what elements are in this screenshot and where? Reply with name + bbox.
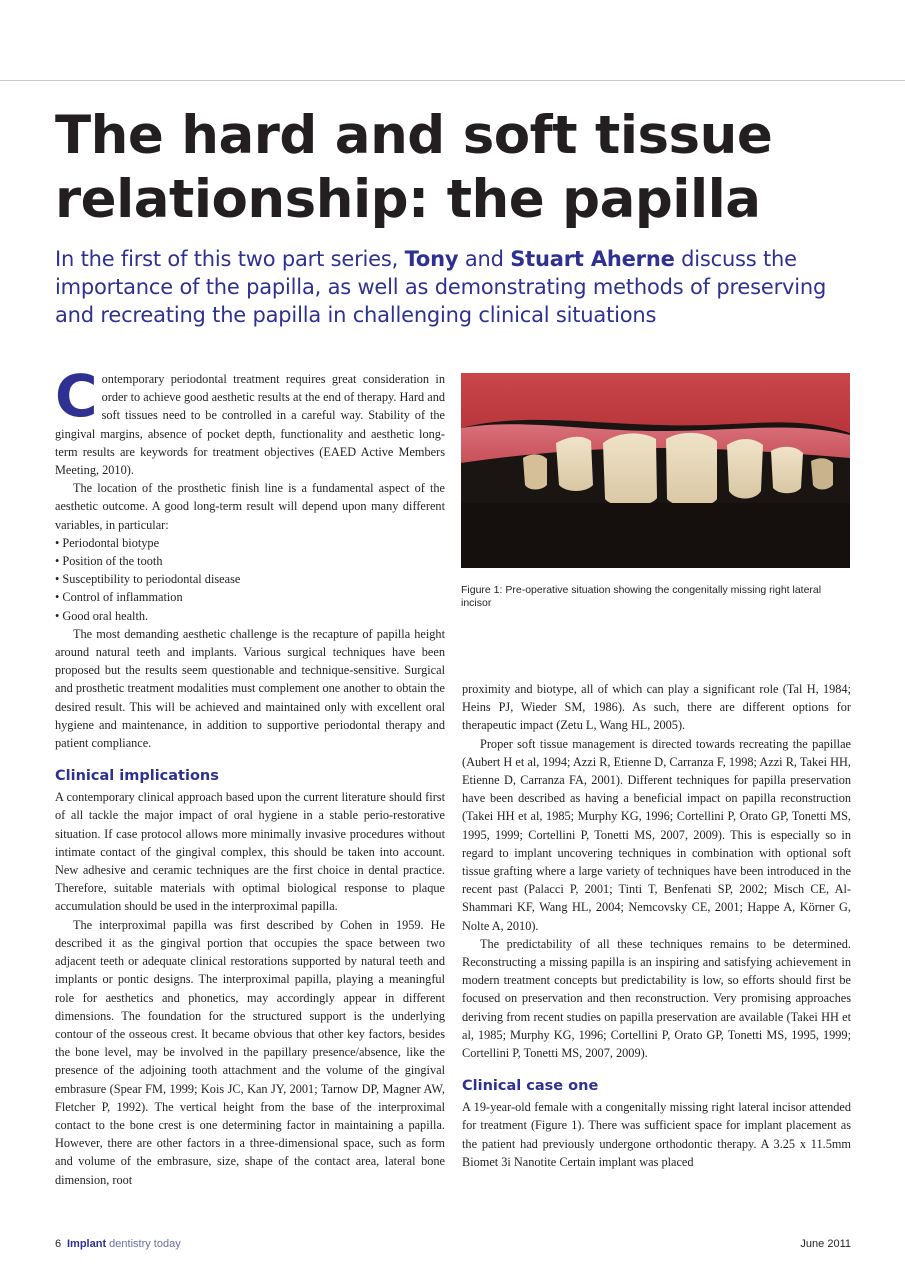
subhead-clinical-implications: Clinical implications xyxy=(55,768,219,785)
drop-cap: C xyxy=(55,362,98,430)
list-item: • Periodontal biotype xyxy=(55,535,160,550)
article-headline xyxy=(55,104,875,232)
issue-date: June 2011 xyxy=(800,1238,851,1250)
paragraph-aesthetic-challenge: The most demanding aesthetic challenge is the recapture of papilla height around natural teeth and implants. Various surgical techniques have been proposed but the results seem questionable and technique-sensitive. Surgical and prosthetic treatment modalities must complement one another to obtain the desired result. This will be achieved and maintained only with excellent oral hygiene and maintenance, in addition to supportive periodontal therapy and patient compliance. xyxy=(55,626,445,751)
standfirst xyxy=(55,245,855,329)
list-item: • Good oral health. xyxy=(55,608,149,623)
brand-light: dentistry today xyxy=(106,1238,181,1250)
intro-paragraph xyxy=(55,362,445,479)
teeth-photo-icon xyxy=(461,373,850,568)
subhead-clinical-case-one: Clinical case one xyxy=(462,1078,599,1095)
paragraph-case-one: A 19-year-old female with a congenitally missing right lateral incisor attended for treatment (Figure 1). There was sufficient space for implant placement as the patient had previously undergone orthodontic therapy. A 3.25 x 11.5mm Biomet 3i Nanotite Certain implant was placed xyxy=(462,1100,851,1169)
body-column-right xyxy=(462,680,851,1171)
paragraph-predictability: The predictability of all these techniques remains to be determined. Reconstructing a missing papilla is an inspiring and satisfying achievement in modern treatment concepts but predictability is low, so efforts should first be focused on preservation and then reconstruction. Very promising approaches deriving from recent studies on papilla preservation are available (Takei HH et al, 1985; Murphy KG, 1996; Cortellini P, Orato GP, Tonetti MS, 1995, 1999; Cortellini P, Tonetti MS, 2007, 2009). xyxy=(462,936,851,1061)
page-footer xyxy=(55,1238,851,1254)
page-number: 6 xyxy=(55,1238,62,1250)
figure-1-photo xyxy=(461,373,850,568)
paragraph-finish-line: The location of the prosthetic finish line is a fundamental aspect of the aesthetic outcome. A good long-term result will depend upon many different variables, in particular: xyxy=(55,481,445,532)
top-rule xyxy=(0,80,905,81)
headline-line-1: The hard and soft tissue xyxy=(55,105,773,166)
author-stuart-aherne: Stuart Aherne xyxy=(510,247,675,271)
paragraph-interproximal-papilla: The interproximal papilla was first described by Cohen in 1959. He described it as the gingival portion that occupies the space between two adjacent teeth or adequate clinical restorations supported by natural teeth and implants or pontic designs. The interproximal papilla, playing a meaningful role for aesthetics and phonetics, may accordingly appear in different dimensions. The foundation for the structured support is the underlying contour of the osseous crest. It became obvious that other key factors, besides the bone level, may be involved in the papillary presence/absence, like the presence of the adjoining tooth attachment and the volume of the gingival embrasure (Spear FM, 1999; Kois JC, Kan JY, 2001; Tarnow DP, Magner AW, Fletcher P, 1992). The vertical height from the base of the interproximal contact to the bone crest is one determining factor in maintaining a papilla. However, there are other factors in a three-dimensional space, such as form and volume of the embrasure, size, shape of the contact area, lateral bone dimension, root xyxy=(55,917,445,1187)
body-column-left xyxy=(55,362,445,1189)
publication-name xyxy=(67,1238,181,1250)
figure-1-caption: Figure 1: Pre-operative situation showing the congenitally missing right lateral incisor xyxy=(461,584,822,609)
list-item: • Susceptibility to periodontal disease xyxy=(55,572,241,587)
standfirst-lead: In the first of this two part series, xyxy=(55,247,405,271)
paragraph-soft-tissue: Proper soft tissue management is directed towards recreating the papillae (Aubert H et al, 1994; Azzi R, Etienne D, Carranza F, 1998; Azzi R, Takei HH, Etienne D, Carranza FA, 2001). Different techniques for papilla preservation have been described as having a beneficial impact on papilla reconstruction (Takei HH et al, 1985; Murphy KG, 1996; Cortellini P, Orato GP, Tonetti MS, 1995, 1999; Cortellini P, Tonetti MS, 2007, 2009). This is especially so in regard to implant uncovering techniques in combination with optional soft tissue grafting where a large variety of techniques have been introduced in the recent past (Palacci P, 2001; Tinti T, Benfenati SP, 2002; Misch CE, Al-Shammari KF, Wang HL, 2004; Nemcovsky CE, 2001; Happe A, Körner G, Nolte A, 2010). xyxy=(462,736,851,933)
standfirst-and: and xyxy=(458,247,511,271)
list-item: • Position of the tooth xyxy=(55,554,163,569)
intro-text: ontemporary periodontal treatment requires great consideration in order to achieve good aesthetic results at the end of therapy. Hard and soft tissues need to be controlled in a careful way. Stability of the gingival margins, absence of pocket depth, functionality and aesthetic long-term results are keywords for treatment objectives (EAED Active Members Meeting, 2010). xyxy=(55,372,445,478)
variables-list xyxy=(55,534,445,625)
headline-line-2: relationship: the papilla xyxy=(55,169,761,230)
author-tony: Tony xyxy=(404,247,459,271)
standfirst-rest: discuss the importance of the papilla, as well as demonstrating methods of preserving and recreating the papilla in challenging clinical situations xyxy=(55,247,827,327)
paragraph-clinical-approach: A contemporary clinical approach based upon the current literature should first of all tackle the major impact of oral hygiene in a stable perio-restorative situation. If case protocol allows more minimally invasive procedures without intimate contact of the gingival complex, this should be taken into account. New adhesive and ceramic techniques are the first choice in dental practice. Therefore, suitable materials with optimal biological response to plaque accumulation should be used in the interproximal papilla. xyxy=(55,790,445,914)
list-item: • Control of inflammation xyxy=(55,590,183,605)
brand-bold: Implant xyxy=(67,1238,107,1250)
paragraph-proximity: proximity and biotype, all of which can play a significant role (Tal H, 1984; Heins PJ, Wieder SM, 1986). As such, there are different options for therapeutic impact (Zetu L, Wang HL, 2005). xyxy=(462,682,851,733)
